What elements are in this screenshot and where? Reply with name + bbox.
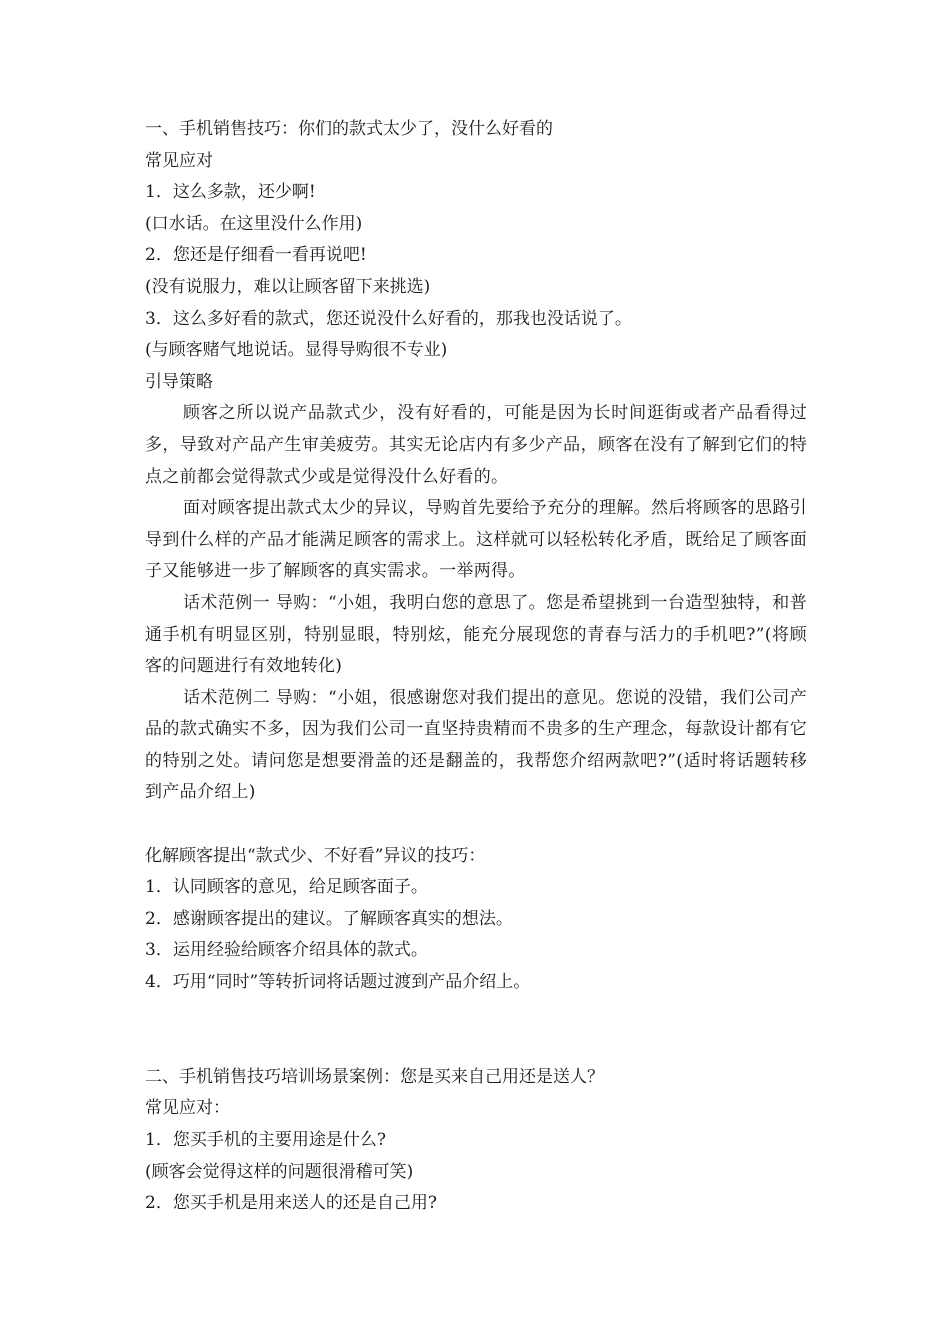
tip-2: 2．感谢顾客提出的建议。了解顾客真实的想法。 (145, 908, 513, 929)
script-example-2: 话术范例二 导购：“小姐，很感谢您对我们提出的意见。您说的没错，我们公司产品的款式确实不多，因为我们公司一直坚持贵精而不贵多的生产理念，每款设计都有它的特别之处。请问您是想要滑盖的还是翻盖的，我帮您介绍两款吧?”(适时将话题转移到产品介绍上) (145, 687, 807, 803)
section1-response-1: 1．这么多款，还少啊! (145, 182, 316, 203)
section2-title: 二、手机销售技巧培训场景案例：您是买来自己用还是送人？ (145, 1066, 604, 1087)
section2-response-1: 1．您买手机的主要用途是什么? (145, 1130, 386, 1150)
spacer (145, 999, 807, 1031)
tips-heading: 化解顾客提出“款式少、不好看”异议的技巧： (145, 845, 486, 866)
section2-response-2: 2．您买手机是用来送人的还是自己用? (145, 1193, 437, 1214)
section1-response-1-note: (口水话。在这里没什么作用) (145, 213, 363, 234)
section1-title: 一、手机销售技巧：你们的款式太少了，没什么好看的 (145, 119, 553, 139)
tip-1: 1．认同顾客的意见，给足顾客面子。 (145, 877, 428, 898)
section1-response-2-note: (没有说服力，难以让顾客留下来挑选) (145, 276, 431, 297)
section1-response-3-note: (与顾客赌气地说话。显得导购很不专业) (145, 340, 448, 361)
document-body (145, 114, 807, 1220)
section1-response-2: 2．您还是仔细看一看再说吧! (145, 245, 367, 266)
section2-response-1-note: (顾客会觉得这样的问题很滑稽可笑) (145, 1161, 414, 1182)
section2-common-heading: 常见应对： (145, 1098, 230, 1119)
section1-strategy-heading: 引导策略 (145, 371, 213, 392)
section1-common-heading: 常见应对 (145, 150, 213, 171)
tip-3: 3．运用经验给顾客介绍具体的款式。 (145, 940, 428, 961)
spacer (145, 809, 807, 841)
section1-response-3: 3．这么多好看的款式，您还说没什么好看的，那我也没话说了。 (145, 308, 632, 329)
script-example-1: 话术范例一 导购：“小姐，我明白您的意思了。您是希望挑到一台造型独特，和普通手机有明显区别，特别显眼，特别炫，能充分展现您的青春与活力的手机吧?”(将顾客的问题进行有效地转化) (145, 592, 807, 677)
strategy-paragraph-2: 面对顾客提出款式太少的异议，导购首先要给予充分的理解。然后将顾客的思路引导到什么样的产品才能满足顾客的需求上。这样就可以轻松转化矛盾，既给足了顾客面子又能够进一步了解顾客的真实需求。一举两得。 (145, 498, 807, 582)
strategy-paragraph-1: 顾客之所以说产品款式少，没有好看的，可能是因为长时间逛街或者产品看得过多，导致对产品产生审美疲劳。其实无论店内有多少产品，顾客在没有了解到它们的特点之前都会觉得款式少或是觉得没什么好看的。 (145, 403, 807, 487)
tip-4: 4．巧用“同时”等转折词将话题过渡到产品介绍上。 (145, 972, 531, 993)
spacer (145, 1030, 807, 1062)
